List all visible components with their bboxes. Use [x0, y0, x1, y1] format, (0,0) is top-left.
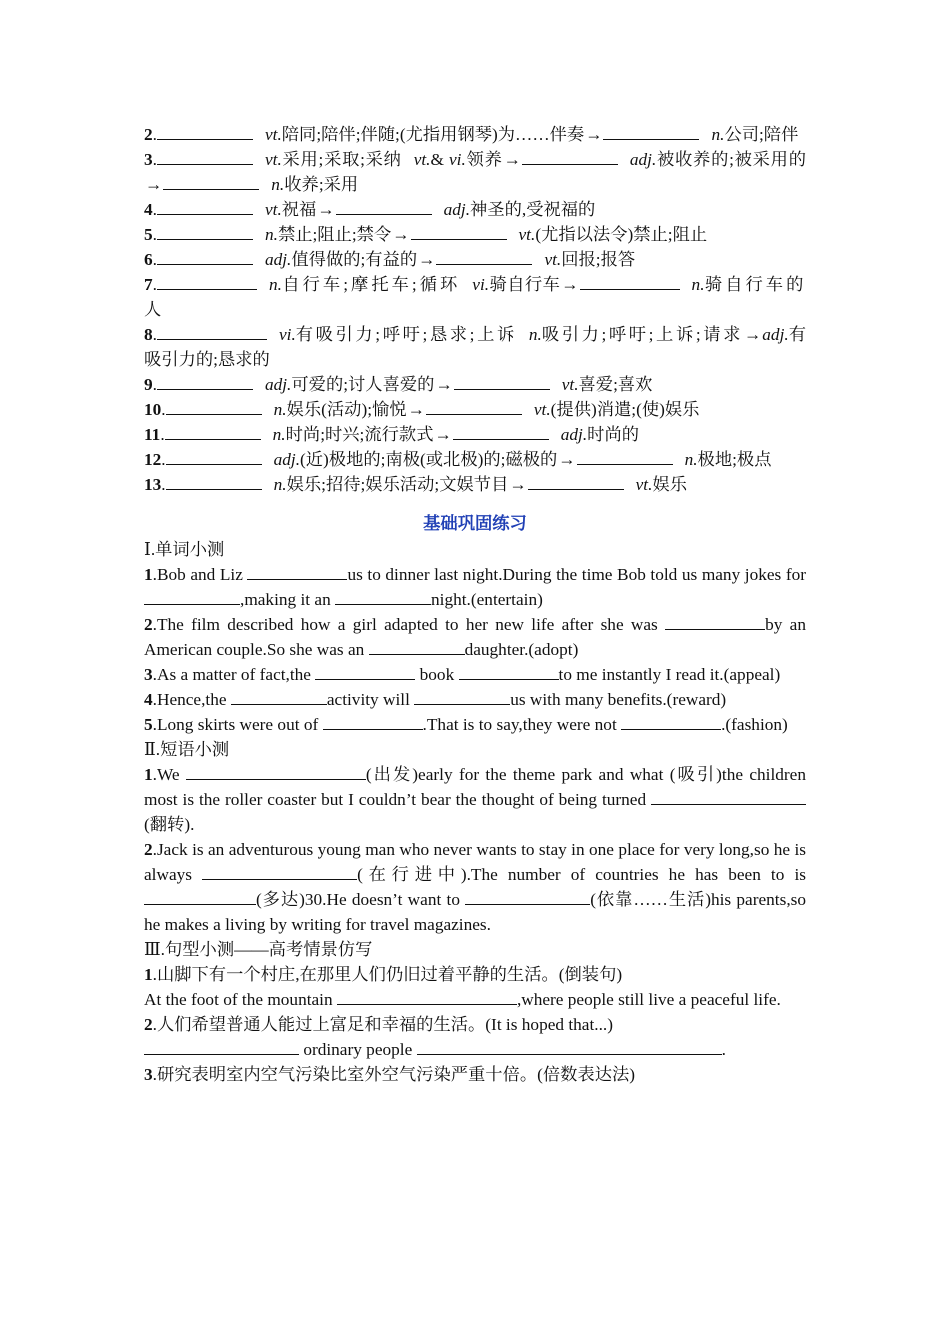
answer-blank[interactable] [315, 662, 415, 680]
answer-blank[interactable] [166, 472, 262, 490]
answer-blank[interactable] [522, 147, 618, 165]
answer-blank[interactable] [336, 197, 432, 215]
answer-blank[interactable] [603, 122, 699, 140]
exercise-item: 1.We (出发)early for the theme park and what (吸引)the children most is the roller coaster but I couldn’t bear the thought of being turned (翻转). [144, 762, 806, 837]
answer-blank[interactable] [337, 987, 517, 1005]
vocab-item: 9. adj.可爱的;讨人喜爱的→ vt.喜爱;喜欢 [144, 372, 806, 397]
exercise-item: 2.人们希望普通人能过上富足和幸福的生活。(It is hoped that...) [144, 1015, 613, 1034]
vocab-item: 10. n.娱乐(活动);愉悦→ vt.(提供)消遣;(使)娱乐 [144, 397, 806, 422]
part-title: Ⅲ.句型小测——高考情景仿写 [144, 940, 373, 959]
vocab-item: 4. vt.祝福→ adj.神圣的,受祝福的 [144, 197, 806, 222]
vocab-item: 11. n.时尚;时兴;流行款式→ adj.时尚的 [144, 422, 806, 447]
worksheet-page [144, 122, 806, 1087]
exercise-item: 3.As a matter of fact,the book to me instantly I read it.(appeal) [144, 662, 806, 687]
exercise-item: ordinary people . [144, 1037, 806, 1062]
answer-blank[interactable] [165, 422, 261, 440]
exercise-item: 1.山脚下有一个村庄,在那里人们仍旧过着平静的生活。(倒装句) [144, 965, 623, 984]
answer-blank[interactable] [186, 762, 366, 780]
answer-blank[interactable] [144, 587, 240, 605]
vocab-item: 3. vt.采用;采取;采纳 vt.& vi.领养→ adj.被收养的;被采用的→ n.收养;采用 [144, 147, 806, 197]
vocab-item: 12. adj.(近)极地的;南极(或北极)的;磁极的→ n.极地;极点 [144, 447, 806, 472]
answer-blank[interactable] [665, 612, 765, 630]
vocab-item: 2. vt.陪同;陪伴;伴随;(尤指用钢琴)为……伴奏→ n.公司;陪伴 [144, 122, 806, 147]
exercise-item: 2.Jack is an adventurous young man who never wants to stay in one place for very long,so he is always (在行进中).The number of countries he has been to is (多达)30.He doesn’t want to (依靠……生活)his parents,so he makes a living by writing for travel magazines. [144, 840, 807, 934]
answer-blank[interactable] [231, 687, 327, 705]
answer-blank[interactable] [528, 472, 624, 490]
answer-blank[interactable] [157, 247, 253, 265]
answer-blank[interactable] [465, 887, 590, 905]
vocab-item: 13. n.娱乐;招待;娱乐活动;文娱节目→ vt.娱乐 [144, 472, 806, 497]
exercise-item: 3.研究表明室内空气污染比室外空气污染严重十倍。(倍数表达法) [144, 1065, 636, 1084]
vocab-item: 7. n.自行车;摩托车;循环 vi.骑自行车→ n.骑自行车的人 [144, 272, 806, 322]
answer-blank[interactable] [426, 397, 522, 415]
answer-blank[interactable] [247, 562, 347, 580]
answer-blank[interactable] [202, 862, 357, 880]
answer-blank[interactable] [157, 222, 253, 240]
answer-blank[interactable] [369, 637, 465, 655]
answer-blank[interactable] [157, 372, 253, 390]
answer-blank[interactable] [157, 272, 257, 290]
part-title: Ⅰ.单词小测 [144, 540, 225, 559]
part-title: Ⅱ.短语小测 [144, 740, 230, 759]
answer-blank[interactable] [414, 687, 510, 705]
section-title: 基础巩固练习 [423, 514, 527, 533]
answer-blank[interactable] [323, 712, 423, 730]
answer-blank[interactable] [166, 397, 262, 415]
answer-blank[interactable] [144, 1037, 299, 1055]
answer-blank[interactable] [163, 172, 259, 190]
answer-blank[interactable] [144, 887, 256, 905]
answer-blank[interactable] [157, 197, 253, 215]
vocab-item: 8. vi.有吸引力;呼吁;恳求;上诉 n.吸引力;呼吁;上诉;请求→adj.有吸引力的;恳求的 [144, 322, 806, 372]
answer-blank[interactable] [651, 787, 806, 805]
exercise-item: At the foot of the mountain ,where people still live a peaceful life. [144, 987, 806, 1012]
answer-blank[interactable] [621, 712, 721, 730]
exercise-item: 1.Bob and Liz us to dinner last night.During the time Bob told us many jokes for ,making it an night.(entertain) [144, 562, 806, 612]
answer-blank[interactable] [157, 322, 267, 340]
answer-blank[interactable] [577, 447, 673, 465]
answer-blank[interactable] [580, 272, 680, 290]
answer-blank[interactable] [436, 247, 532, 265]
answer-blank[interactable] [417, 1037, 722, 1055]
exercise-item: 5.Long skirts were out of .That is to say,they were not .(fashion) [144, 712, 806, 737]
answer-blank[interactable] [411, 222, 507, 240]
answer-blank[interactable] [335, 587, 431, 605]
answer-blank[interactable] [459, 662, 559, 680]
answer-blank[interactable] [454, 372, 550, 390]
exercise-item: 2.The film described how a girl adapted to her new life after she was by an American couple.So she was an daughter.(adopt) [144, 612, 806, 662]
answer-blank[interactable] [157, 122, 253, 140]
vocab-item: 6. adj.值得做的;有益的→ vt.回报;报答 [144, 247, 806, 272]
exercise-item: 4.Hence,the activity will us with many benefits.(reward) [144, 687, 806, 712]
vocab-item: 5. n.禁止;阻止;禁令→ vt.(尤指以法令)禁止;阻止 [144, 222, 806, 247]
answer-blank[interactable] [453, 422, 549, 440]
answer-blank[interactable] [166, 447, 262, 465]
answer-blank[interactable] [157, 147, 253, 165]
